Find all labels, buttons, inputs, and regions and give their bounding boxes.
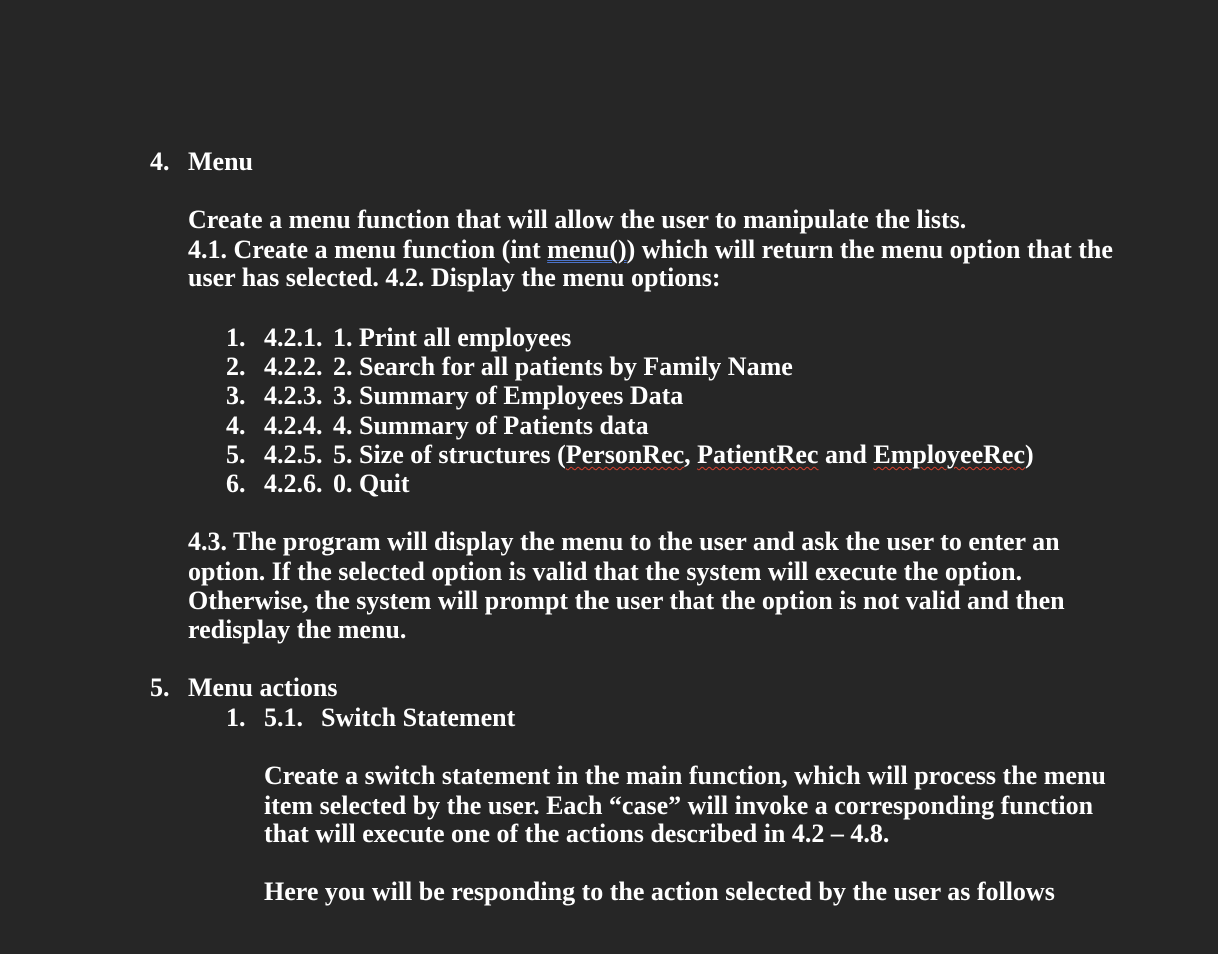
subsection-number: 1. xyxy=(226,703,246,732)
list-item-text: 0. Quit xyxy=(333,469,410,498)
personrec-word: PersonRec xyxy=(565,440,685,469)
line2-pre: 4.1. Create a menu function (int xyxy=(188,235,548,264)
paragraph-line: 4.3. The program will display the menu to the user and ask the user to enter an xyxy=(188,527,1060,556)
subsection-code: 5.1. xyxy=(264,703,303,732)
list-item-text xyxy=(333,440,1034,470)
list-item-number: 4. xyxy=(226,411,246,440)
section-5-number: 5. xyxy=(150,673,170,702)
option5-post: ) xyxy=(1024,440,1034,469)
paragraph-line: that will execute one of the actions described in 4.2 – 4.8. xyxy=(264,819,890,848)
paragraph-5-1-followup: Here you will be responding to the action selected by the user as follows xyxy=(264,877,1055,906)
paragraph-line: redisplay the menu. xyxy=(188,615,407,644)
list-item-code: 4.2.4. xyxy=(264,411,323,440)
menu-function-code: menu() xyxy=(547,235,627,264)
list-item-text: 1. Print all employees xyxy=(333,323,572,352)
list-item-text: 2. Search for all patients by Family Name xyxy=(333,352,793,381)
section-4-heading: Menu xyxy=(188,147,253,176)
paragraph-line: item selected by the user. Each “case” will invoke a corresponding function xyxy=(264,791,1094,820)
list-item-code: 4.2.3. xyxy=(264,381,323,410)
section-5-heading: Menu actions xyxy=(188,673,338,702)
section-4-1-line xyxy=(188,235,1113,265)
option5-pre: 5. Size of structures ( xyxy=(333,440,566,469)
line2-post: ) which will return the menu option that the xyxy=(626,235,1113,264)
list-item-number: 5. xyxy=(226,440,246,469)
section-4-2-line: user has selected. 4.2. Display the menu options: xyxy=(188,263,721,292)
list-item-code: 4.2.6. xyxy=(264,469,323,498)
option5-sep2: and xyxy=(818,440,874,469)
list-item-text: 4. Summary of Patients data xyxy=(333,411,649,440)
list-item-number: 6. xyxy=(226,469,246,498)
paragraph-line: Otherwise, the system will prompt the user that the option is not valid and then xyxy=(188,586,1065,615)
paragraph-line: Create a switch statement in the main function, which will process the menu xyxy=(264,761,1106,790)
list-item-code: 4.2.2. xyxy=(264,352,323,381)
list-item-number: 3. xyxy=(226,381,246,410)
list-item-code: 4.2.1. xyxy=(264,323,323,352)
employeerec-word: EmployeeRec xyxy=(873,440,1025,469)
list-item-number: 1. xyxy=(226,323,246,352)
list-item-code: 4.2.5. xyxy=(264,440,323,469)
list-item-number: 2. xyxy=(226,352,246,381)
patientrec-word: PatientRec xyxy=(697,440,819,469)
section-4-number: 4. xyxy=(150,147,170,176)
option5-sep1: , xyxy=(684,440,698,469)
subsection-heading: Switch Statement xyxy=(321,703,516,732)
paragraph-line: option. If the selected option is valid that the system will execute the option. xyxy=(188,557,1023,586)
list-item-text: 3. Summary of Employees Data xyxy=(333,381,684,410)
section-4-intro: Create a menu function that will allow the user to manipulate the lists. xyxy=(188,205,967,234)
